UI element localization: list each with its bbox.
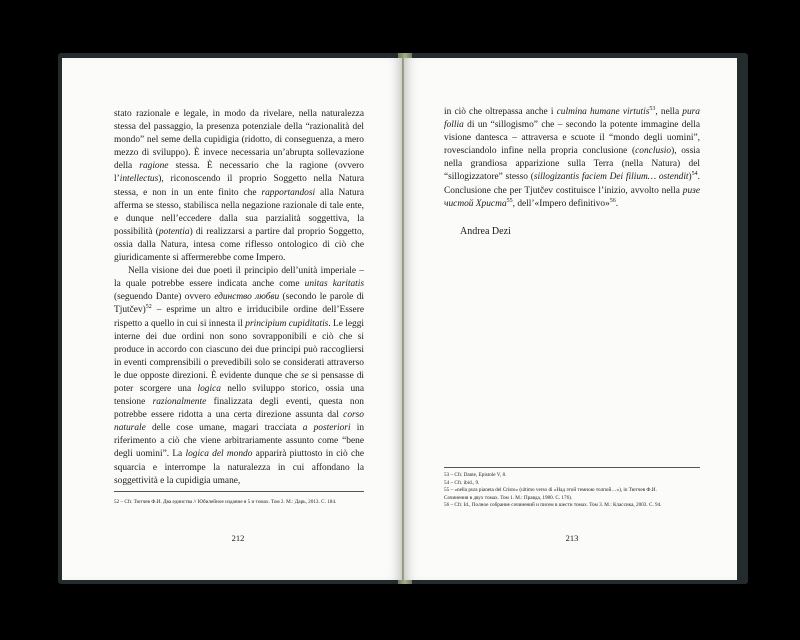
left-footnotes: [114, 499, 374, 507]
text-run: stessa. È necessario che la ragione (ovvero l’: [114, 161, 364, 185]
text-run: – esprime un altro e irriducibile ordine dell’Essere rispetto a quello in cui si innesta il: [114, 305, 364, 329]
footnote-ref: 52: [145, 304, 152, 311]
footnote-ref: 56: [609, 197, 616, 204]
text-run: si pensasse di poter scorgere una: [114, 370, 364, 394]
text-run: , dell’«Impero definitivo»: [512, 198, 610, 209]
italic-phrase: potentia: [158, 226, 190, 237]
italic-phrase: единство любви: [214, 292, 280, 303]
text-run: ) di realizzarsi a partire dal proprio Soggetto, ossia dalla Natura, intesa come riflesso ontologico di ciò che giuridicamente si affermerebbe come Impero.: [114, 226, 365, 264]
text-run: . Le leggi interne dei due ordini non sono sovrapponibili e ciò che si produce in accordo con ciascuno dei due principi può raccogliersi in eventi comprensibili o prevedibili solo se considerati attraverso le due opposte direzioni. È evidente dunque che: [114, 318, 364, 381]
footnote-ref: 55: [506, 197, 513, 204]
footnote-line: 54 – Cfr. ibid., 9.: [444, 479, 480, 486]
italic-phrase: rapportandosi: [261, 187, 316, 198]
left-page-body: [114, 108, 364, 488]
footnote-line: 56 – Cfr. Id., Полное собрание сочинений и писем в шести томах. Том 3. М.: Классика, 2003. С. 94.: [444, 502, 662, 509]
italic-phrase: intellectus: [119, 174, 159, 185]
italic-phrase: pura follia: [444, 107, 700, 131]
right-paragraph-1: [444, 106, 700, 211]
footnote-line: 55 – «nella pura pianeta del Cristo» (ultimo verso di «Над этой темною толпой…»), in Тютчев Ф.И.: [444, 487, 657, 494]
text-run: , nella: [655, 107, 683, 117]
text-run: stato razionale e legale, in modo da rivelare, nella naturalezza stessa del passaggio, la presenza potenziale della “razionalità del mondo” nel seme della cupidigia (ridotto, di conseguenza, a mero mezzo di sviluppo). È invece necessaria un’abrupta sollevazione della: [114, 109, 364, 172]
italic-phrase: logica: [197, 383, 221, 394]
text-run: Nella visione dei due poeti il principio dell’unità imperiale – la quale potrebbe essere indicata anche come: [114, 266, 364, 290]
italic-phrase: sillogizantis faciem Dei filium… ostendit: [533, 172, 689, 183]
right-page-number: 213: [565, 533, 579, 543]
italic-phrase: culmina humane virtutis: [556, 107, 650, 117]
text-run: ): [688, 172, 692, 183]
left-paragraph-2: [114, 265, 364, 488]
text-run: alla Natura afferma se stesso, stabilisca nella negazione razionale di tale ente, e dunque nell’eccedere dalla sua parzialità soggettiva, la possibilità (: [114, 187, 364, 237]
text-run: . Conclusione che per Tjutčev costituisce l’inizio, avvolto nella: [444, 172, 701, 196]
italic-phrase: ризе чистой Христа: [444, 185, 700, 209]
italic-phrase: unitas karitatis: [304, 279, 364, 290]
text-run: (seguendo Dante) ovvero: [114, 292, 215, 303]
italic-phrase: a posteriori: [302, 423, 351, 434]
text-run: in riferimento a ciò che viene arbitrariamente assunto come “bene degli uomini”. La: [114, 423, 365, 460]
left-paragraph-1: [114, 108, 364, 265]
text-run: ), ossia nella grandiosa apparizione sulla Terra (nella Natura) del “sillogizzatore” stesso (: [444, 146, 700, 183]
text-run: (secondo le parole di Tjutčev): [114, 292, 364, 316]
italic-phrase: corso naturale: [114, 410, 364, 434]
right-footnotes: [444, 472, 704, 510]
left-footnote-rule: [114, 491, 364, 492]
footnote-line: 52 – Cfr. Тютчев Ф.И. Два единства // Юбилейное издание в 5 и томах. Том 2. М.: Дарь, 2013. С. 184.: [114, 499, 337, 505]
right-page-body: [444, 106, 700, 211]
footnote-ref: 53: [649, 105, 656, 112]
text-run: .: [615, 198, 619, 209]
footnote-line: 53 – Cfr. Dante, Epistole V, 8.: [444, 472, 507, 478]
text-run: finalizzata degli eventi, questa non potrebbe essere ridotta a una certa direzione assunta dal: [114, 397, 364, 421]
italic-phrase: se: [300, 370, 309, 381]
footnote-line: Сочинения в двух томах. Том 1. М.: Правда, 1980. С. 176).: [444, 494, 573, 501]
text-run: delle cose umane, magari tracciata: [145, 423, 303, 434]
italic-phrase: ragione: [139, 161, 169, 172]
text-run: di un “sillogismo” che – secondo la potente immagine della visione dantesca – attraversa e scuote il “mondo degli uomini”, rovesciandolo infine nella propria conclusione (: [444, 120, 700, 157]
left-page-number: 212: [231, 533, 245, 543]
left-page: [62, 58, 402, 580]
text-run: apparirà piuttosto in ciò che squarcia e interrompe la naturalezza in cui affondano la soggettività e la cupidigia umane,: [114, 449, 364, 486]
italic-phrase: logica del mondo: [185, 449, 253, 460]
right-page: [404, 58, 737, 580]
text-run: nello sviluppo storico, ossia una tensione: [114, 383, 364, 408]
text-run: ), riconoscendo il proprio Soggetto nella Natura stessa, e non in un ente finito che: [114, 174, 364, 198]
italic-phrase: conclusio: [635, 146, 672, 157]
text-run: in ciò che oltrepassa anche i: [444, 107, 557, 117]
author-signature: Andrea Dezi: [460, 226, 511, 237]
footnote-ref: 54: [691, 171, 698, 178]
right-footnote-rule: [444, 467, 700, 468]
italic-phrase: razionalmente: [152, 397, 207, 408]
italic-phrase: principium cupiditatis: [245, 318, 329, 329]
